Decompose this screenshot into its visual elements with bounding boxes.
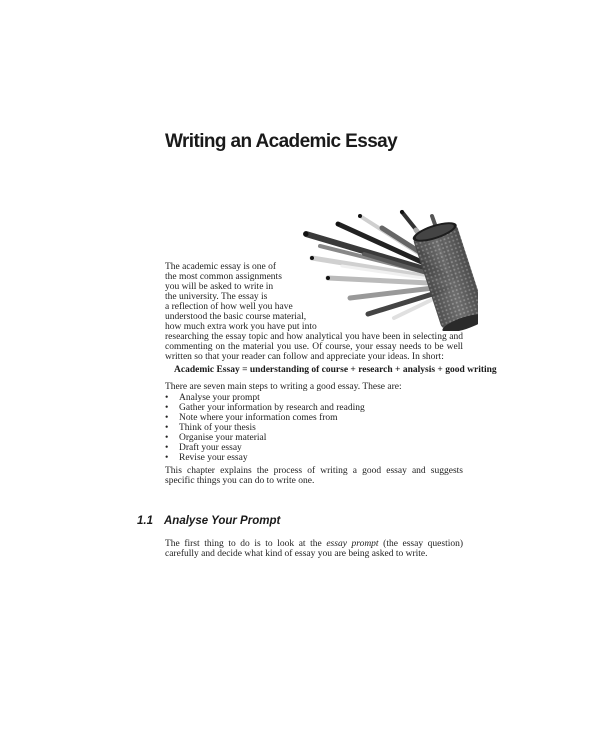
essay-prompt-term: essay prompt xyxy=(326,539,379,549)
section-number: 1.1 xyxy=(137,515,153,527)
list-item xyxy=(165,423,365,433)
step-label: Revise your essay xyxy=(179,453,248,463)
steps-intro: There are seven main steps to writing a good essay. These are: xyxy=(165,382,402,392)
section-text: The first thing to do is to look at the xyxy=(165,539,322,549)
step-label: Note where your information comes from xyxy=(179,413,338,423)
list-item xyxy=(165,433,365,443)
bullet-icon: • xyxy=(165,443,169,453)
bullet-icon: • xyxy=(165,433,169,443)
bullet-icon: • xyxy=(165,413,169,423)
chapter-paragraph: This chapter explains the process of writing a good essay and suggests specific things you can do to write one. xyxy=(165,466,463,486)
bullet-icon: • xyxy=(165,423,169,433)
pencil-cup-icon xyxy=(298,206,478,331)
intro-line: The academic essay is one of xyxy=(165,262,277,272)
step-label: Gather your information by research and reading xyxy=(179,403,365,413)
step-label: Analyse your prompt xyxy=(179,393,260,403)
essay-formula: Academic Essay = understanding of course + research + analysis + good writing xyxy=(174,365,497,375)
bullet-icon: • xyxy=(165,403,169,413)
bullet-icon: • xyxy=(165,393,169,403)
list-item xyxy=(165,413,365,423)
list-item xyxy=(165,403,365,413)
section-title: Analyse Your Prompt xyxy=(164,515,281,527)
section-paragraph xyxy=(165,539,463,559)
section-heading xyxy=(137,515,280,527)
list-item xyxy=(165,443,365,453)
bullet-icon: • xyxy=(165,453,169,463)
intro-line: you will be asked to write in xyxy=(165,282,274,292)
intro-line: the university. The essay is xyxy=(165,292,268,302)
step-label: Organise your material xyxy=(179,433,267,443)
list-item xyxy=(165,453,365,463)
intro-line: a reflection of how well you have xyxy=(165,302,293,312)
section-text: (the essay question) carefully and decide what kind of essay you are being asked to write. xyxy=(165,539,464,559)
intro-line: understood the basic course material, xyxy=(165,312,307,322)
steps-list xyxy=(165,393,365,463)
step-label: Draft your essay xyxy=(179,443,242,453)
intro-line: the most common assignments xyxy=(165,272,282,282)
intro-line: how much extra work you have put into xyxy=(165,322,317,332)
intro-paragraph-continued: researching the essay topic and how analytical you have been in selecting and commenting on the material you use. Of course, your essay needs to be well written so that your reader can follow and appreciate your ideas. In short: xyxy=(165,332,463,362)
page-title: Writing an Academic Essay xyxy=(165,131,398,152)
intro-paragraph xyxy=(165,262,317,332)
step-label: Think of your thesis xyxy=(179,423,256,433)
list-item xyxy=(165,393,365,403)
